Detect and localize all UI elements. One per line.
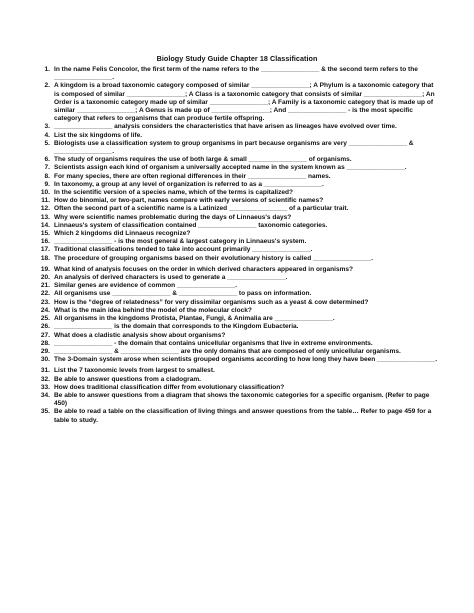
question-number: 3. [44,123,50,131]
question-number: 26. [40,323,50,331]
question-number: 10. [40,189,50,197]
question-item [33,246,438,254]
question-item [33,230,438,238]
question-text: How do binomial, or two-part, names compare with early versions of scientific names? [54,197,324,205]
question-number: 17. [40,246,50,254]
question-text: Be able to answer questions from a diagram that shows the taxonomic categories for a specific organism. (Refer to page 450) [54,391,430,408]
question-item [33,238,438,246]
question-item [33,266,438,274]
question-text: Traditional classifications tended to take into account primarily ________________. [54,246,313,254]
question-number: 6. [44,156,50,164]
question-text: What does a cladistic analysis show about organisms? [54,331,226,339]
question-item [33,282,438,290]
question-item [33,189,438,197]
question-number: 16. [40,238,50,246]
question-item [33,323,438,331]
question-number: 20. [40,274,50,282]
question-text: List the six kingdoms of life. [54,131,143,139]
question-number: 15. [40,230,50,238]
question-text: What is the main idea behind the model of the molecular clock? [54,306,252,314]
question-number: 22. [40,290,50,298]
question-number: 18. [40,254,50,262]
question-item [33,315,438,323]
question-item [33,274,438,282]
question-item [33,214,438,222]
question-text: The study of organisms requires the use of both large & small ________________ of organisms. [54,156,352,164]
question-text: For many species, there are often regional differences in their ________________ names. [54,172,331,180]
question-item [33,290,438,298]
question-text: ________________ is the domain that corresponds to the Kingdom Eubacteria. [54,323,299,331]
question-item [33,181,438,189]
question-item [33,356,438,364]
question-number: 9. [44,180,50,188]
question-number: 1. [44,66,50,73]
question-number: 23. [40,298,50,306]
question-item [33,332,438,340]
question-text: ________________ analysis considers the characteristics that have arisen as lineages have evolved over time. [54,123,397,131]
question-number: 14. [40,221,50,229]
question-number: 7. [44,164,50,172]
question-number: 31. [40,367,50,375]
document-title: Biology Study Guide Chapter 18 Classification [156,54,318,63]
question-number: 34. [40,391,50,399]
question-text: The 3-Domain system arose when scientists grouped organisms according to how long they have been ________________. [54,356,438,364]
question-number: 24. [40,306,50,314]
question-item [33,222,438,230]
question-text: How does traditional classification differ from evolutionary classification? [54,383,285,391]
question-text: ________________ - is the most general & largest category in Linnaeus's system. [54,238,307,246]
question-number: 21. [40,282,50,290]
question-item [33,307,438,315]
question-text: Scientists assign each kind of organism a universally accepted name in the system known as ________________. [54,164,407,172]
question-number: 4. [44,131,50,139]
question-item [33,299,438,307]
question-item [33,255,438,263]
question-number: 2. [44,82,50,90]
question-text: Often the second part of a scientific name is a Latinized ________________ of a particular trait. [54,205,349,213]
question-text: How is the “degree of relatedness” for very dissimilar organisms such as a yeast & cow determined? [54,298,369,306]
question-item [33,164,438,172]
question-item [33,205,438,213]
question-text: The procedure of grouping organisms based on their evolutionary history is called ________________. [54,254,374,262]
question-number: 35. [40,408,50,416]
question-text: Which 2 kingdoms did Linnaeus recognize? [54,230,191,238]
question-number: 8. [44,172,50,180]
question-number: 19. [40,265,50,273]
question-number: 11. [41,197,50,205]
question-item [33,82,438,123]
question-item [33,367,438,375]
question-number: 28. [40,339,50,347]
question-number: 5. [44,139,50,147]
question-text: An analysis of derived characters is used to generate a ________________. [54,274,288,282]
question-text: ________________ - the domain that contains unicellular organisms that live in extreme environments. [54,339,373,347]
question-item [33,348,438,356]
question-text: ________________ & ________________ are the only domains that are composed of only unicellular organisms. [54,347,401,355]
question-item [33,408,438,424]
question-item [33,66,438,82]
question-item [33,392,438,408]
question-number: 33. [40,383,50,391]
question-number: 32. [40,375,50,383]
question-text: A kingdom is a broad taxonomic category composed of similar ________________; A Phylum is a taxonomic category that is composed of similar ________________; A Class is a taxonomic category that consists of similar ________________; An Order is a taxonomic category made up of similar ________________; A Family is a taxonomic category that is made up of similar ________________; A Genus is made up of ________________; And ________________ - is the most specific category that refers to organisms that can produce fertile offspring. [54,82,435,123]
question-text: Be able to answer questions from a cladogram. [54,375,201,383]
question-item [33,123,438,131]
question-item [33,340,438,348]
question-text: What kind of analysis focuses on the order in which derived characters appeared in organisms? [54,265,354,273]
question-number: 13. [40,213,50,221]
question-text: In taxonomy, a group at any level of organization is referred to as a ________________. [54,180,324,188]
question-number: 25. [40,315,50,323]
question-item [33,173,438,181]
question-text: Be able to read a table on the classification of living things and answer questions from the table… Refer to page 459 for a table to study. [54,408,432,424]
question-text: Why were scientific names problematic during the days of Linnaeus's days? [54,213,292,221]
question-text: Biologists use a classification system to group organisms in part because organisms are very ________________ & ________________. [54,139,414,156]
question-list [33,66,438,425]
question-text: All organisms use ________________ & ________________ to pass on information. [54,290,312,298]
question-number: 30. [40,356,50,364]
question-item [33,197,438,205]
question-text: In the scientific version of a species name, which of the terms is capitalized? [54,189,294,197]
question-text: All organisms in the kingdoms Protista, Plantae, Fungi, & Animalia are ________________. [54,315,335,323]
question-item [33,132,438,140]
question-number: 29. [40,347,50,355]
question-number: 12. [40,205,50,213]
question-text: Similar genes are evidence of common ________________. [54,282,238,290]
question-item [33,140,438,156]
question-item [33,384,438,392]
question-text: Linnaeus's system of classification contained ________________ taxonomic categories. [54,221,328,229]
question-text: In the name Felis Concolor, the first term of the name refers to the ________________ & the second term refers to the ________________. [54,66,418,82]
question-item [33,156,438,164]
question-item [33,376,438,384]
question-text: List the 7 taxonomic levels from largest to smallest. [54,367,215,375]
question-number: 27. [40,331,50,339]
